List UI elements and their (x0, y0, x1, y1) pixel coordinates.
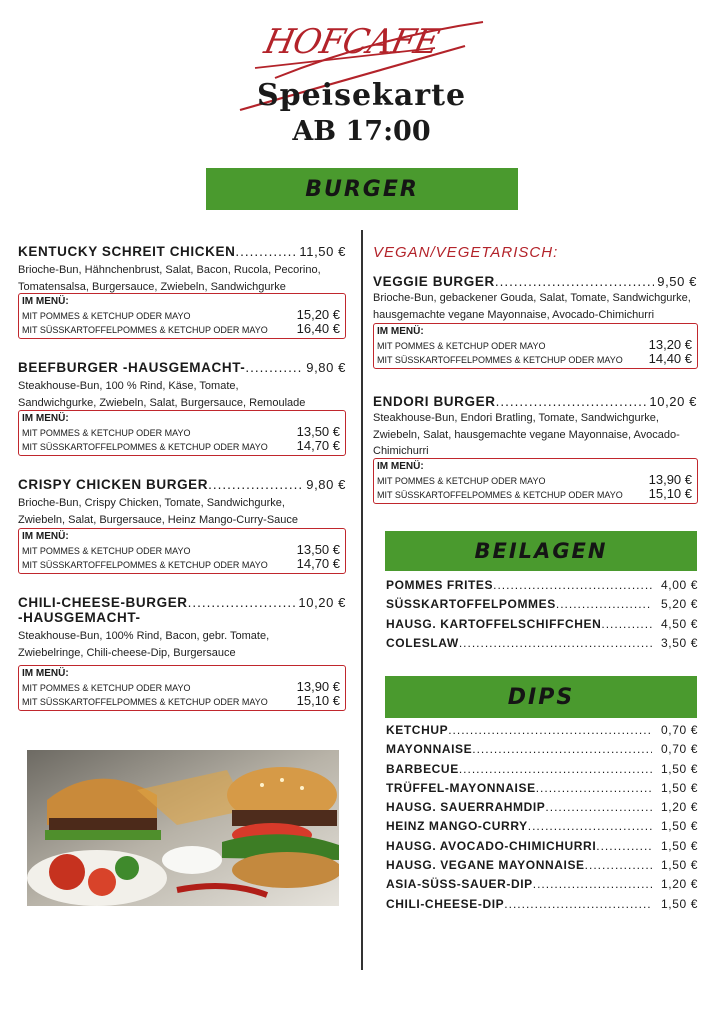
burger-photo (27, 750, 339, 906)
item-price: 9,80 € (306, 477, 346, 492)
combo-price: 14,70 € (296, 556, 340, 571)
list-item (386, 897, 698, 916)
list-item (386, 578, 698, 597)
item-description: Steakhouse-Bun, 100 % Rind, Käse, Tomate, Sandwichgurke, Zwiebeln, Salat, Burgersauce, Remoulade (18, 380, 306, 409)
list-item (386, 858, 698, 877)
item-name: HAUSG. SAUERRAHMDIP (386, 800, 546, 815)
item-name: KENTUCKY SCHREIT CHICKEN (18, 244, 236, 259)
menu-item (18, 477, 346, 528)
item-name: BEEFBURGER -HAUSGEMACHT- (18, 360, 246, 375)
combo-header: IM MENÜ: (22, 413, 69, 424)
combo-price: 16,40 € (296, 321, 340, 336)
combo-option: MIT POMMES & KETCHUP ODER MAYO (22, 428, 191, 438)
item-name: HAUSG. VEGANE MAYONNAISE (386, 858, 585, 873)
item-price: 1,20 € (661, 800, 698, 815)
item-name: BARBECUE (386, 761, 459, 776)
page-subtitle: AB 17:00 (292, 116, 431, 147)
menu-item (18, 360, 346, 411)
combo-header: IM MENÜ: (377, 461, 424, 472)
list-item (386, 781, 698, 800)
dips-banner: DIPS (385, 676, 697, 718)
beilagen-list (386, 578, 698, 655)
combo-option: MIT SÜSSKARTOFFELPOMMES & KETCHUP ODER MAYO (22, 442, 268, 452)
list-item (386, 800, 698, 819)
item-name: TRÜFFEL-MAYONNAISE (386, 780, 536, 795)
burger-banner: BURGER (206, 168, 518, 210)
menu-combo-box (18, 410, 346, 456)
combo-price: 13,50 € (296, 424, 340, 439)
item-name: SÜSSKARTOFFELPOMMES (386, 597, 556, 612)
combo-option: MIT POMMES & KETCHUP ODER MAYO (377, 341, 546, 351)
menu-combo-box (18, 665, 346, 711)
combo-price: 15,10 € (296, 693, 340, 708)
combo-price: 15,10 € (648, 486, 692, 501)
item-name-suffix: -HAUSGEMACHT- (18, 610, 141, 625)
menu-combo-box (373, 323, 698, 369)
combo-option: MIT SÜSSKARTOFFELPOMMES & KETCHUP ODER MAYO (377, 490, 623, 500)
combo-option: MIT POMMES & KETCHUP ODER MAYO (22, 311, 191, 321)
combo-price: 13,90 € (648, 472, 692, 487)
item-name: ENDORI BURGER (373, 394, 496, 409)
combo-price: 14,70 € (296, 438, 340, 453)
item-name: CRISPY CHICKEN BURGER (18, 477, 209, 492)
item-price: 1,20 € (661, 877, 698, 892)
combo-option: MIT SÜSSKARTOFFELPOMMES & KETCHUP ODER MAYO (22, 560, 268, 570)
item-price: 4,00 € (661, 578, 698, 592)
item-name: VEGGIE BURGER (373, 274, 495, 289)
item-name: ASIA-SÜSS-SAUER-DIP (386, 877, 533, 892)
beilagen-banner: BEILAGEN (385, 531, 697, 571)
combo-price: 15,20 € (296, 307, 340, 322)
list-item (386, 819, 698, 838)
combo-price: 13,90 € (296, 679, 340, 694)
menu-item (373, 394, 697, 460)
menu-combo-box (18, 528, 346, 574)
item-price: 1,50 € (661, 761, 698, 776)
item-description: Steakhouse-Bun, 100% Rind, Bacon, gebr. Tomate, Zwiebelringe, Chili-cheese-Dip, Burgersauce (18, 630, 270, 659)
vegan-heading: VEGAN/VEGETARISCH: (373, 244, 559, 261)
dips-list (386, 723, 698, 916)
list-item (386, 877, 698, 896)
page-title: Speisekarte (256, 78, 467, 113)
item-price: 1,50 € (661, 819, 698, 834)
item-name: HAUSG. KARTOFFELSCHIFFCHEN (386, 616, 602, 631)
item-price: 4,50 € (661, 616, 698, 631)
combo-header: IM MENÜ: (22, 296, 69, 307)
combo-option: MIT POMMES & KETCHUP ODER MAYO (22, 546, 191, 556)
item-name: POMMES FRITES (386, 578, 494, 592)
list-item (386, 597, 698, 616)
combo-header: IM MENÜ: (22, 668, 69, 679)
combo-header: IM MENÜ: (22, 531, 69, 542)
menu-item (373, 274, 697, 323)
list-item (386, 742, 698, 761)
list-item (386, 617, 698, 636)
item-price: 1,50 € (661, 896, 698, 911)
combo-option: MIT POMMES & KETCHUP ODER MAYO (22, 683, 191, 693)
combo-option: MIT SÜSSKARTOFFELPOMMES & KETCHUP ODER MAYO (22, 697, 268, 707)
item-name: MAYONNAISE (386, 742, 473, 757)
combo-price: 13,20 € (648, 337, 692, 352)
item-name: CHILI-CHEESE-BURGER (18, 595, 188, 610)
item-price: 10,20 € (649, 394, 697, 409)
item-name: HEINZ MANGO-CURRY (386, 819, 528, 834)
item-price: 3,50 € (661, 635, 698, 650)
combo-option: MIT POMMES & KETCHUP ODER MAYO (377, 476, 546, 486)
combo-price: 14,40 € (648, 351, 692, 366)
item-price: 11,50 € (299, 244, 346, 259)
combo-option: MIT SÜSSKARTOFFELPOMMES & KETCHUP ODER MAYO (377, 355, 623, 365)
item-price: 5,20 € (661, 597, 698, 612)
list-item (386, 723, 698, 742)
logo-text: HOFCAFE (260, 22, 443, 62)
menu-combo-box (18, 293, 346, 339)
combo-price: 13,50 € (296, 542, 340, 557)
combo-option: MIT SÜSSKARTOFFELPOMMES & KETCHUP ODER MAYO (22, 325, 268, 335)
item-price: 9,80 € (306, 360, 346, 375)
item-price: 0,70 € (661, 742, 698, 757)
list-item (386, 636, 698, 655)
item-description: Brioche-Bun, Hähnchenbrust, Salat, Bacon, Rucola, Pecorino, Tomatensalsa, Burgersauce, Zwiebeln, Sandwichgurke (18, 264, 321, 293)
item-price: 1,50 € (661, 858, 698, 873)
item-price: 0,70 € (661, 723, 698, 737)
item-name: KETCHUP (386, 723, 449, 737)
item-price: 9,50 € (657, 274, 697, 289)
menu-combo-box (373, 458, 698, 504)
menu-item (18, 244, 346, 295)
list-item (386, 839, 698, 858)
item-description: Brioche-Bun, Crispy Chicken, Tomate, Sandwichgurke, Zwiebeln, Salat, Burgersauce, Heinz Mango-Curry-Sauce (18, 497, 299, 526)
item-name: HAUSG. AVOCADO-CHIMICHURRI (386, 838, 597, 853)
combo-header: IM MENÜ: (377, 326, 424, 337)
item-name: CHILI-CHEESE-DIP (386, 896, 505, 911)
item-price: 1,50 € (661, 838, 698, 853)
item-description: Brioche-Bun, gebackener Gouda, Salat, Tomate, Sandwichgurke, hausgemachte vegane Mayonnaise, Avocado-Chimichurri (373, 292, 691, 321)
item-price: 1,50 € (661, 780, 698, 795)
item-description: Steakhouse-Bun, Endori Bratling, Tomate, Sandwichgurke, Zwiebeln, Salat, hausgemachte vegane Mayonnaise, Avocado-Chimichurri (373, 412, 680, 457)
list-item (386, 762, 698, 781)
item-price: 10,20 € (298, 595, 346, 610)
menu-item (18, 595, 346, 661)
item-name: COLESLAW (386, 635, 459, 650)
column-divider (361, 230, 363, 970)
